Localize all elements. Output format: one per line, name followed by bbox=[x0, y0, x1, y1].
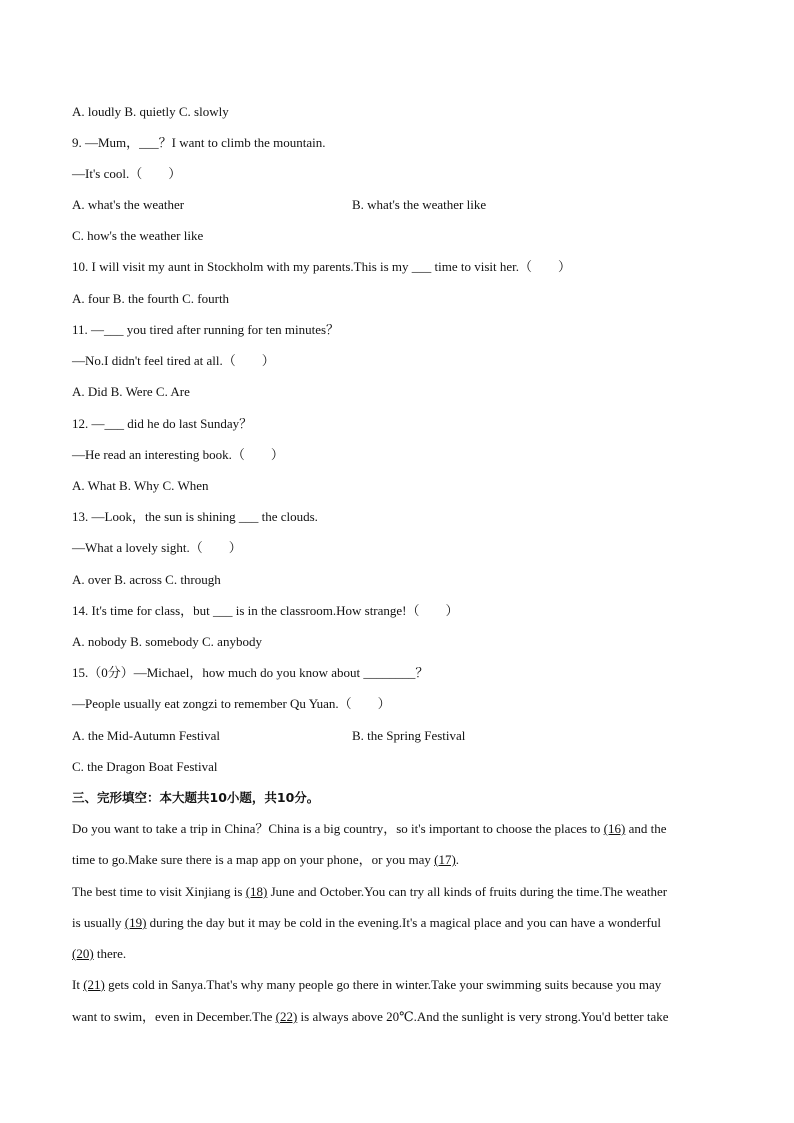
q11-reply: —No.I didn't feel tired at all.（ ） bbox=[72, 353, 275, 368]
q11-stem: 11. —___ you tired after running for ten minutes？ bbox=[72, 322, 340, 337]
passage-line: (20) there. bbox=[72, 946, 127, 961]
passage-line: time to go.Make sure there is a map app on your phone，or you may (17). bbox=[72, 852, 460, 867]
section-heading: 三、完形填空：本大题共10小题，共10分。 bbox=[72, 790, 320, 805]
q9-option-c: C. how's the weather like bbox=[72, 228, 204, 243]
passage-line: want to swim，even in December.The (22) is always above 20℃.And the sunlight is very strong.You'd better take bbox=[72, 1009, 669, 1024]
q11-options: A. Did B. Were C. Are bbox=[72, 384, 190, 399]
blank-16: (16) bbox=[603, 821, 626, 836]
passage-line: It (21) gets cold in Sanya.That's why many people go there in winter.Take your swimming suits because you may bbox=[72, 977, 662, 992]
passage-line: The best time to visit Xinjiang is (18) June and October.You can try all kinds of fruits during the time.The weather bbox=[72, 884, 668, 899]
q14-options: A. nobody B. somebody C. anybody bbox=[72, 634, 262, 649]
blank-22: (22) bbox=[275, 1009, 298, 1024]
q9-reply: —It's cool.（ ） bbox=[72, 166, 182, 181]
blank-17: (17) bbox=[434, 852, 456, 867]
q15-option-c: C. the Dragon Boat Festival bbox=[72, 759, 218, 774]
blank-21: (21) bbox=[83, 977, 105, 992]
q10-options: A. four B. the fourth C. fourth bbox=[72, 291, 230, 306]
q12-stem: 12. —___ did he do last Sunday？ bbox=[72, 416, 253, 431]
q13-reply: —What a lovely sight.（ ） bbox=[72, 540, 242, 555]
q8-options: A. loudly B. quietly C. slowly bbox=[72, 104, 229, 119]
q12-reply: —He read an interesting book.（ ） bbox=[72, 447, 284, 462]
q9-option-a: A. what's the weather bbox=[72, 197, 185, 212]
blank-19: (19) bbox=[124, 915, 147, 930]
passage-line: is usually (19) during the day but it may be cold in the evening.It's a magical place and you can have a wonderful bbox=[72, 915, 661, 930]
passage-line: Do you want to take a trip in China？China is a big country，so it's important to choose the places to (16) and the bbox=[72, 821, 667, 836]
q12-options: A. What B. Why C. When bbox=[72, 478, 209, 493]
q10-stem: 10. I will visit my aunt in Stockholm with my parents.This is my ___ time to visit her.（ ） bbox=[72, 259, 572, 274]
q14-stem: 14. It's time for class，but ___ is in the classroom.How strange!（ ） bbox=[72, 603, 459, 618]
q15-stem: 15.（0分）—Michael，how much do you know about ________？ bbox=[72, 665, 429, 680]
q15-reply: —People usually eat zongzi to remember Qu Yuan.（ ） bbox=[72, 696, 391, 711]
q15-option-a: A. the Mid-Autumn Festival bbox=[72, 728, 221, 743]
q15-options-ab bbox=[72, 727, 722, 745]
blank-18: (18) bbox=[245, 884, 268, 899]
q9-stem: 9. —Mum，___？I want to climb the mountain. bbox=[72, 135, 326, 150]
q13-options: A. over B. across C. through bbox=[72, 572, 221, 587]
q13-stem: 13. —Look，the sun is shining ___ the clouds. bbox=[72, 509, 318, 524]
q9-options-ab bbox=[72, 196, 722, 214]
blank-20: (20) bbox=[72, 946, 94, 961]
q15-option-b: B. the Spring Festival bbox=[352, 728, 466, 743]
q9-option-b: B. what's the weather like bbox=[352, 197, 487, 212]
